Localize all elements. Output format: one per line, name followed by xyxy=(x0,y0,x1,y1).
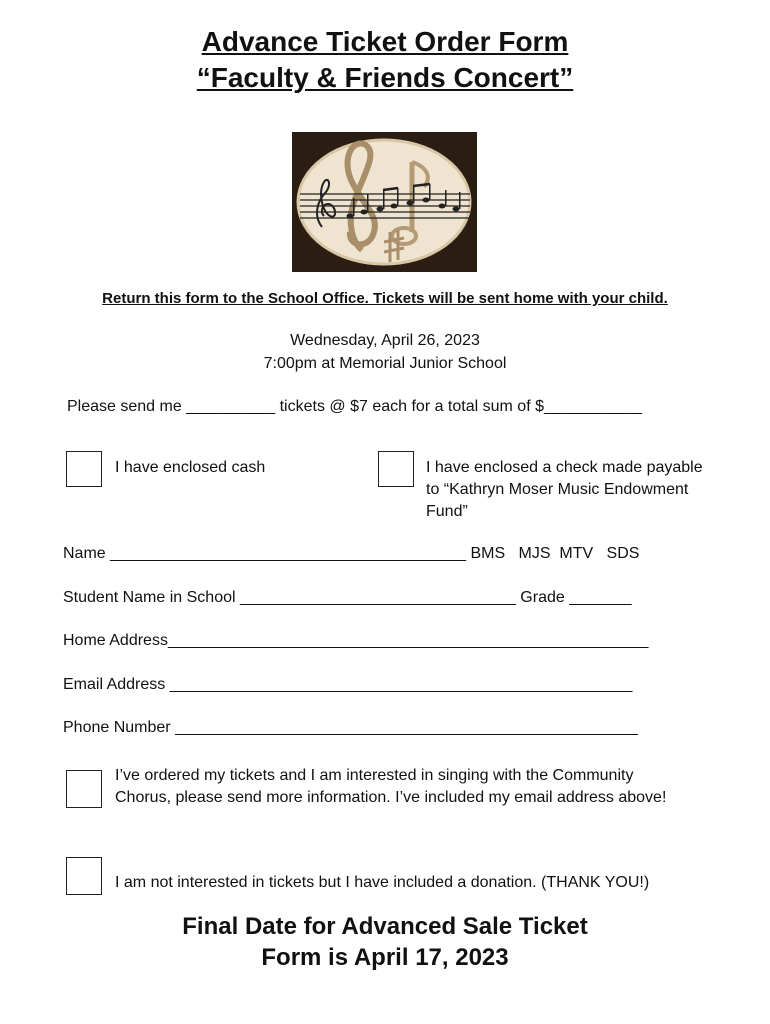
form-title: Advance Ticket Order Form xyxy=(201,26,569,57)
ticket-order-line: Please send me __________ tickets @ $7 each for a total sum of $___________ xyxy=(67,398,642,415)
final-date-line1: Final Date for Advanced Sale Ticket xyxy=(182,913,588,940)
event-date: Wednesday, April 26, 2023 xyxy=(290,332,480,349)
event-time-place: 7:00pm at Memorial Junior School xyxy=(263,355,507,372)
check-checkbox[interactable] xyxy=(378,451,414,487)
student-name-field[interactable]: Student Name in School _______________________________ Grade _______ xyxy=(63,589,632,606)
chorus-label: I’ve ordered my tickets and I am interested in singing with the Community Chorus, please send more information. I’ve included my email address above! xyxy=(115,767,667,806)
phone-number-field[interactable]: Phone Number ____________________________________________________ xyxy=(63,719,638,736)
concert-title: “Faculty & Friends Concert” xyxy=(196,62,574,93)
cash-label: I have enclosed cash xyxy=(115,459,266,476)
name-field[interactable]: Name ________________________________________ BMS MJS MTV SDS xyxy=(63,545,640,562)
cash-checkbox[interactable] xyxy=(66,451,102,487)
return-notice: Return this form to the School Office. Tickets will be sent home with your child. xyxy=(102,290,668,307)
home-address-field[interactable]: Home Address______________________________________________________ xyxy=(63,632,649,649)
donation-checkbox[interactable] xyxy=(66,857,102,895)
donation-label: I am not interested in tickets but I have included a donation. (THANK YOU!) xyxy=(115,874,650,891)
email-address-field[interactable]: Email Address ____________________________________________________ xyxy=(63,676,633,693)
final-date-line2: Form is April 17, 2023 xyxy=(261,944,509,971)
check-label: I have enclosed a check made payable to “Kathryn Moser Music Endowment Fund” xyxy=(426,459,703,520)
chorus-checkbox[interactable] xyxy=(66,770,102,808)
music-notes-icon xyxy=(292,132,477,272)
